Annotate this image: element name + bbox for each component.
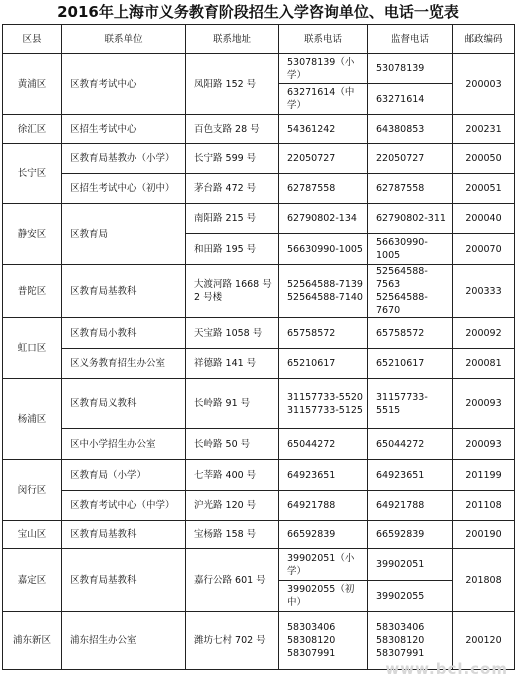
supervision-phone-cell: 63271614 [368, 84, 453, 115]
zip-cell: 200093 [453, 429, 515, 460]
address-line: 2 号楼 [194, 292, 223, 303]
zip-cell: 200003 [453, 54, 515, 115]
table-header-row [3, 25, 515, 54]
address-cell: 嘉行公路 601 号 [186, 549, 279, 612]
phone-cell [279, 612, 368, 670]
zip-cell: 200333 [453, 265, 515, 318]
phone-cell: 56630990-1005 [279, 234, 368, 265]
unit-cell: 区教育局基教科 [62, 549, 186, 612]
unit-cell: 区教育局小教科 [62, 318, 186, 349]
supervision-phone-cell: 31157733-5515 [368, 379, 453, 429]
table-row [3, 54, 515, 84]
phone-cell: 62790802-134 [279, 204, 368, 234]
supervision-phone-line: 52564588-7563 [376, 266, 428, 290]
zip-cell: 201808 [453, 549, 515, 612]
phone-cell: 62787558 [279, 174, 368, 204]
supervision-phone-line: 58308120 [376, 635, 425, 646]
supervision-phone-line: 52564588-7670 [376, 292, 428, 316]
address-cell: 潍坊七村 702 号 [186, 612, 279, 670]
phone-cell: 65044272 [279, 429, 368, 460]
unit-cell: 区教育考试中心（中学） [62, 491, 186, 521]
unit-cell: 区招生考试中心（初中） [62, 174, 186, 204]
phone-cell: 64921788 [279, 491, 368, 521]
supervision-phone-cell: 62790802-311 [368, 204, 453, 234]
supervision-phone-cell: 65758572 [368, 318, 453, 349]
unit-cell: 区教育局基教科 [62, 521, 186, 549]
district-cell: 嘉定区 [3, 549, 62, 612]
page-title: 2016年上海市义务教育阶段招生入学咨询单位、电话一览表 [57, 3, 459, 21]
unit-cell: 区中小学招生办公室 [62, 429, 186, 460]
table-row [3, 429, 515, 460]
header-zip: 邮政编码 [453, 25, 515, 54]
address-cell: 茅台路 472 号 [186, 174, 279, 204]
table-row [3, 265, 515, 318]
zip-cell: 200051 [453, 174, 515, 204]
phone-line: 52564588-7140 [287, 292, 363, 303]
supervision-phone-line: 58307991 [376, 648, 425, 659]
phone-cell: 63271614（中学） [279, 84, 368, 115]
address-cell: 凤阳路 152 号 [186, 54, 279, 115]
phone-cell [279, 265, 368, 318]
phone-cell: 65210617 [279, 349, 368, 379]
address-cell [186, 265, 279, 318]
phone-cell: 64923651 [279, 460, 368, 491]
supervision-phone-cell: 64380853 [368, 115, 453, 144]
phone-line: 58307991 [287, 648, 336, 659]
district-cell: 浦东新区 [3, 612, 62, 670]
header-district: 区县 [3, 25, 62, 54]
address-cell: 七莘路 400 号 [186, 460, 279, 491]
district-cell: 普陀区 [3, 265, 62, 318]
unit-cell: 区教育局基教科 [62, 265, 186, 318]
supervision-phone-cell: 66592839 [368, 521, 453, 549]
zip-cell: 201108 [453, 491, 515, 521]
district-cell: 宝山区 [3, 521, 62, 549]
supervision-phone-cell: 56630990-1005 [368, 234, 453, 265]
phone-line: 58303406 [287, 622, 336, 633]
supervision-phone-cell: 22050727 [368, 144, 453, 174]
address-cell: 南阳路 215 号 [186, 204, 279, 234]
supervision-phone-line: 58303406 [376, 622, 425, 633]
district-cell: 虹口区 [3, 318, 62, 379]
phone-cell: 65758572 [279, 318, 368, 349]
phone-line: 31157733-5520 [287, 391, 363, 403]
unit-cell: 区教育局义教科 [62, 379, 186, 429]
address-cell: 沪光路 120 号 [186, 491, 279, 521]
address-cell: 祥德路 141 号 [186, 349, 279, 379]
zip-cell: 200050 [453, 144, 515, 174]
header-phone: 联系电话 [279, 25, 368, 54]
address-line: 大渡河路 1668 号 [194, 279, 272, 290]
district-cell: 黄浦区 [3, 54, 62, 115]
address-cell: 长岭路 50 号 [186, 429, 279, 460]
table-row [3, 491, 515, 521]
unit-cell: 浦东招生办公室 [62, 612, 186, 670]
district-cell: 徐汇区 [3, 115, 62, 144]
zip-cell: 201199 [453, 460, 515, 491]
contact-table [2, 24, 515, 670]
supervision-phone-cell: 39902051 [368, 549, 453, 581]
unit-cell: 区招生考试中心 [62, 115, 186, 144]
phone-line: 52564588-7139 [287, 279, 363, 290]
zip-cell: 200081 [453, 349, 515, 379]
table-row [3, 349, 515, 379]
address-cell: 宝杨路 158 号 [186, 521, 279, 549]
zip-cell: 200190 [453, 521, 515, 549]
supervision-phone-cell: 39902055 [368, 581, 453, 612]
supervision-phone-cell: 64921788 [368, 491, 453, 521]
phone-cell: 66592839 [279, 521, 368, 549]
unit-cell: 区教育局 [62, 204, 186, 265]
phone-cell: 39902055（初中） [279, 581, 368, 612]
supervision-phone-cell: 65044272 [368, 429, 453, 460]
supervision-phone-cell: 53078139 [368, 54, 453, 84]
table-row [3, 521, 515, 549]
header-address: 联系地址 [186, 25, 279, 54]
zip-cell: 200092 [453, 318, 515, 349]
supervision-phone-cell [368, 265, 453, 318]
address-cell: 百色支路 28 号 [186, 115, 279, 144]
unit-cell: 区教育局（小学） [62, 460, 186, 491]
header-unit: 联系单位 [62, 25, 186, 54]
supervision-phone-cell: 64923651 [368, 460, 453, 491]
district-cell: 静安区 [3, 204, 62, 265]
district-cell: 杨浦区 [3, 379, 62, 460]
phone-cell [279, 379, 368, 429]
table-row [3, 318, 515, 349]
table-row [3, 549, 515, 581]
district-cell: 长宁区 [3, 144, 62, 204]
phone-line: 58308120 [287, 635, 336, 646]
table-row [3, 144, 515, 174]
unit-cell: 区教育考试中心 [62, 54, 186, 115]
table-row [3, 115, 515, 144]
unit-cell: 区义务教育招生办公室 [62, 349, 186, 379]
address-cell: 和田路 195 号 [186, 234, 279, 265]
phone-cell: 22050727 [279, 144, 368, 174]
table-row [3, 204, 515, 234]
table-row [3, 379, 515, 429]
phone-cell: 54361242 [279, 115, 368, 144]
unit-cell: 区教育局基教办（小学） [62, 144, 186, 174]
phone-line: 31157733-5125 [287, 404, 363, 416]
address-cell: 天宝路 1058 号 [186, 318, 279, 349]
zip-cell: 200093 [453, 379, 515, 429]
supervision-phone-cell: 62787558 [368, 174, 453, 204]
zip-cell: 200070 [453, 234, 515, 265]
table-row [3, 174, 515, 204]
supervision-phone-cell: 65210617 [368, 349, 453, 379]
header-supervision-phone: 监督电话 [368, 25, 453, 54]
zip-cell: 200120 [453, 612, 515, 670]
watermark: www.bcl.com [385, 660, 508, 678]
phone-cell: 53078139（小学） [279, 54, 368, 84]
address-cell: 长岭路 91 号 [186, 379, 279, 429]
district-cell: 闵行区 [3, 460, 62, 521]
address-cell: 长宁路 599 号 [186, 144, 279, 174]
zip-cell: 200040 [453, 204, 515, 234]
zip-cell: 200231 [453, 115, 515, 144]
table-row [3, 460, 515, 491]
phone-cell: 39902051（小学） [279, 549, 368, 581]
